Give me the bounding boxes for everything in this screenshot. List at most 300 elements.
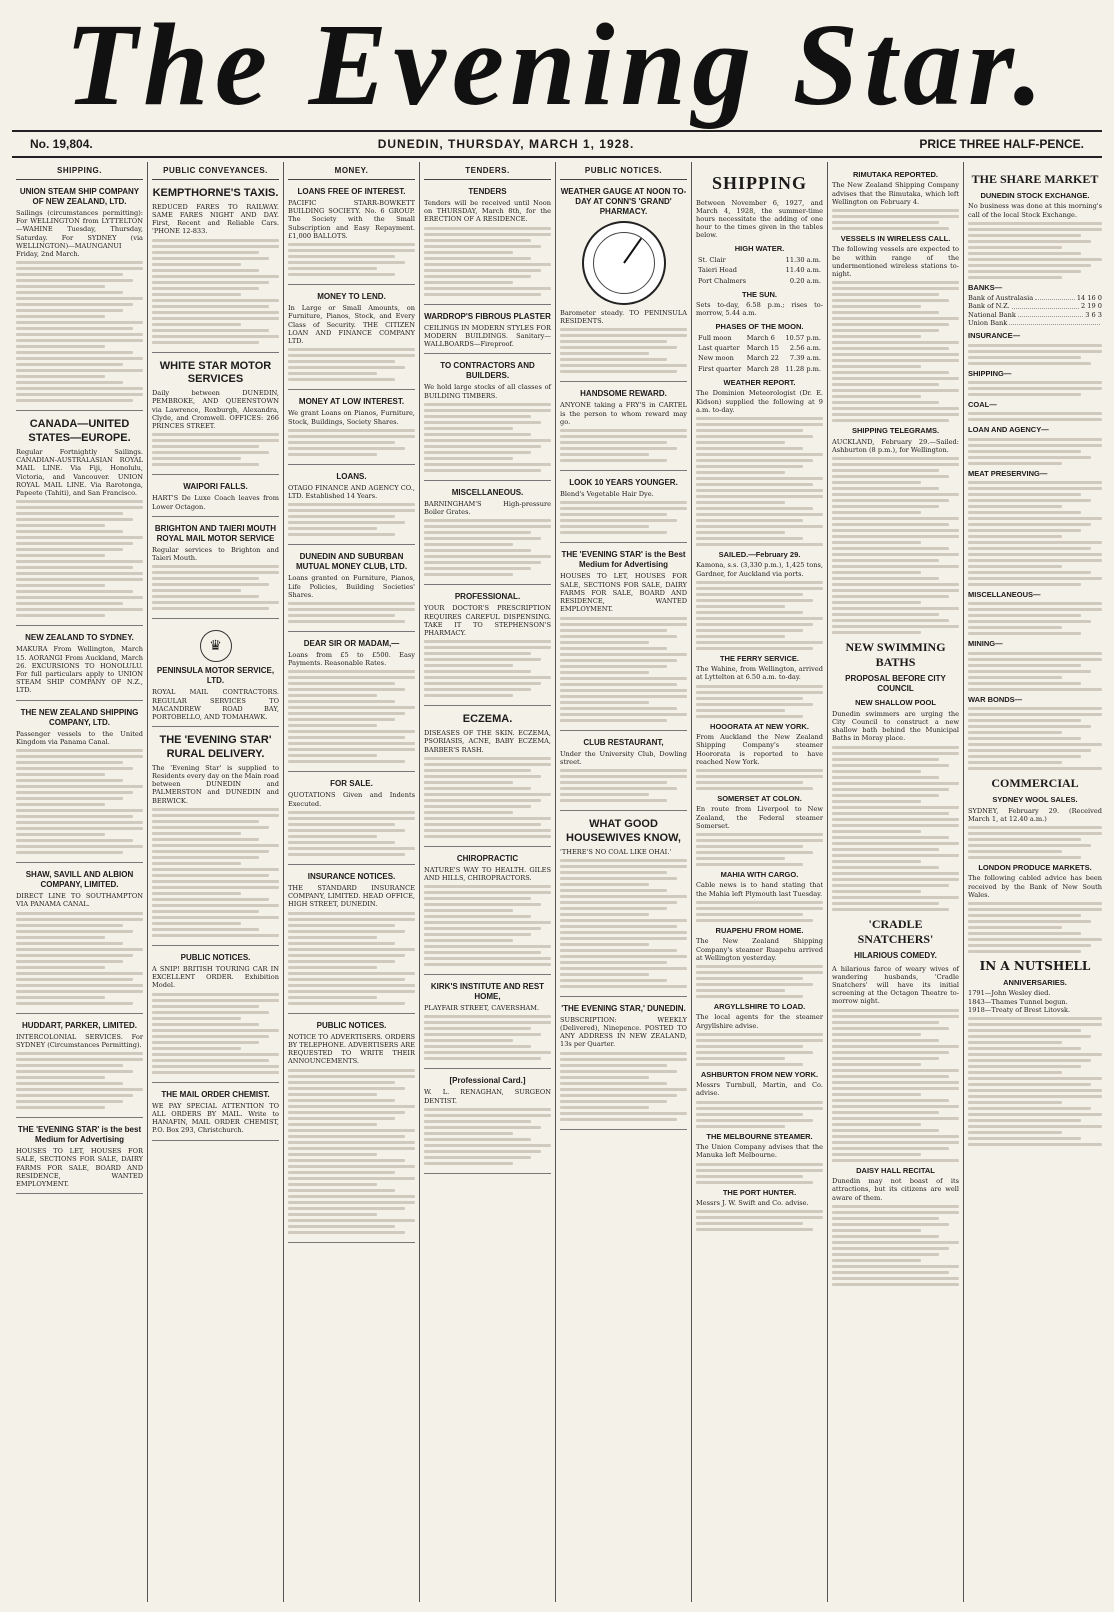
phase: First quarter [698, 364, 742, 373]
ad-block [16, 630, 143, 700]
text-filler [832, 1009, 959, 1162]
ad-body: PACIFIC STARR-BOWKETT BUILDING SOCIETY. No. 6 GROUP. The Society with the Small Subscription and Easy Repayment. £1,000 BALLOTS. [288, 199, 415, 240]
column-heading: PUBLIC CONVEYANCES. [152, 166, 279, 180]
news-body: The local agents for the steamer Argyllshire advise. [696, 1013, 823, 1030]
table-row [968, 302, 1102, 310]
ad-block [288, 469, 415, 545]
ad-body: Loans from £5 to £500. Easy Payments. Reasonable Rates. [288, 650, 415, 668]
ad-block [424, 309, 551, 355]
ad-title: SHAW, SAVILL AND ALBION COMPANY, LIMITED. [25, 870, 134, 890]
category-label: LOAN AND AGENCY— [968, 425, 1049, 435]
ad-block [152, 731, 279, 946]
ad-body: MAKURA From Wellington, March 15. AORANGI From Auckland, March 26. EXCURSIONS TO HONOLULU. For full particulars apply to UNION STEAM SHIP COMPANY OF N.Z., LTD. [16, 645, 143, 695]
ad-body: WE PAY SPECIAL ATTENTION TO ALL ORDERS BY MAIL. Write to HANAFIN, MAIL ORDER CHEMIST, P.O. Box 293, Christchurch. [152, 1101, 279, 1135]
table-row [696, 276, 823, 286]
column-shipping-news [692, 162, 828, 1602]
text-filler [696, 965, 823, 998]
ad-title: WEATHER GAUGE AT NOON TO-DAY AT CONN'S 'GRAND' PHARMACY. [560, 187, 687, 216]
text-filler [968, 602, 1102, 635]
news-body: Cable news is to hand stating that the Mahia left Plymouth last Tuesday. [696, 881, 823, 898]
ad-title: ECZEMA. [462, 713, 513, 726]
ad-title: LOANS FREE OF INTEREST. [297, 187, 406, 196]
ad-block [288, 394, 415, 464]
ad-block [16, 705, 143, 863]
news-heading: ARGYLLSHIRE TO LOAD. [713, 1001, 806, 1011]
column-money [284, 162, 420, 1602]
news-body: AUCKLAND, February 29.—Sailed: Ashburton (8 p.m.), for Wellington. [832, 437, 959, 454]
share-intro: No business was done at this morning's call of the local Stock Exchange. [968, 202, 1102, 219]
ad-body: HOUSES TO LET, HOUSES FOR SALE, SECTIONS FOR SALE, DAIRY FARMS FOR SALE, BOARD AND RESIDENCE, WANTED EMPLOYMENT. [16, 1147, 143, 1189]
ad-title: WAIPORI FALLS. [183, 482, 248, 492]
ad-block [152, 184, 279, 353]
stock-price: 14 16 0 [1076, 294, 1102, 303]
place: Port Chalmers [698, 276, 747, 285]
ad-body: INTERCOLONIAL SERVICES. For SYDNEY (Circumstances Permitting). [16, 1032, 143, 1049]
ad-block [288, 776, 415, 864]
text-filler [16, 500, 143, 617]
news-body: Kamona, s.s. (3,330 p.m.), 1,425 tons, Gardner, for Auckland via ports. [696, 561, 823, 578]
produce-heading: LONDON PRODUCE MARKETS. [978, 863, 1092, 872]
ad-body: Regular services to Brighton and Taieri Mouth. [152, 545, 279, 563]
text-filler [288, 912, 415, 1005]
anniversaries-heading: ANNIVERSARIES. [1003, 978, 1067, 988]
price: PRICE THREE HALF-PENCE. [919, 137, 1084, 151]
text-filler [696, 685, 823, 718]
news-heading: HOOORATA AT NEW YORK. [710, 721, 809, 731]
section-heading: SHIPPING [711, 173, 807, 193]
ad-title: HANDSOME REWARD. [580, 389, 667, 399]
text-filler [968, 222, 1102, 279]
news-heading: RIMUTAKA REPORTED. [853, 170, 938, 179]
ad-title: LOANS. [336, 471, 367, 481]
column-heading: MONEY. [288, 166, 415, 180]
ad-title: [Professional Card.] [449, 1076, 526, 1086]
ad-title: MONEY TO LEND. [317, 292, 386, 302]
news-body: The New Zealand Shipping Company advises that the Rimutaka, which left Wellington on February 4. [832, 181, 959, 206]
ad-body: We hold large stocks of all classes of BUILDING TIMBERS. [424, 383, 551, 400]
stock-name: Bank of Australasia [968, 294, 1034, 303]
text-filler [696, 901, 823, 922]
text-filler [968, 438, 1102, 465]
time: 0.20 a.m. [789, 276, 821, 285]
newspaper-title: The Evening Star. [65, 0, 1049, 130]
ad-body: NATURE'S WAY TO HEALTH. GILES AND HILLS, CHIROPRACTORS. [424, 865, 551, 882]
text-filler [696, 769, 823, 790]
baths-headline: NEW SWIMMING BATHS [845, 640, 946, 670]
anniversary-item: 1791—John Wesley died. [968, 989, 1051, 998]
ad-block [288, 636, 415, 772]
ad-title: THE 'EVENING STAR' is the Best Medium for Advertising [561, 550, 686, 570]
text-filler [832, 281, 959, 422]
ad-title: CHIROPRACTIC [456, 853, 519, 863]
ad-body: ROYAL MAIL CONTRACTORS. REGULAR SERVICES TO MACANDREW ROAD BAY, PORTOBELLO, AND TOMAHAWK. [152, 688, 279, 721]
sun-heading: THE SUN. [741, 289, 777, 299]
place: Taieri Head [698, 266, 737, 275]
ad-body: CEILINGS IN MODERN STYLES FOR MODERN BUILDINGS. Sanitary—WALLBOARDS—Fireproof. [424, 323, 551, 349]
ad-title: WARDROP'S FIBROUS PLASTER [424, 311, 551, 321]
ad-block [152, 950, 279, 1083]
ad-block [288, 289, 415, 390]
table-row [696, 265, 823, 275]
text-filler [424, 1015, 551, 1060]
ad-title: MONEY AT LOW INTEREST. [298, 397, 405, 407]
news-heading: MAHIA WITH CARGO. [720, 870, 799, 880]
time: 2.56 a.m. [789, 344, 821, 353]
ad-block [288, 549, 415, 632]
ad-body: OTAGO FINANCE AND AGENCY CO., LTD. Established 14 Years. [288, 483, 415, 501]
ad-block [424, 1073, 551, 1173]
news-body: The Union Company advises that the Manuka left Melbourne. [696, 1143, 823, 1160]
text-filler [16, 912, 143, 1005]
time: 11.28 p.m. [785, 364, 821, 373]
text-filler [696, 581, 823, 650]
stock-price: 3 6 3 [1085, 310, 1102, 319]
ad-title: WHAT GOOD HOUSEWIVES KNOW, [566, 818, 681, 844]
text-filler [288, 503, 415, 536]
produce-body: The following cabled advice has been received by the Bank of New South Wales. [968, 874, 1102, 899]
columns [12, 162, 1102, 1602]
column-public-conveyances [148, 162, 284, 1602]
ad-body: DISEASES OF THE SKIN. ECZEMA, PSORIASIS, ACNE, BABY ECZEMA, BARBER'S RASH. [424, 729, 551, 754]
text-filler [696, 1210, 823, 1231]
ad-title: PUBLIC NOTICES. [316, 1020, 387, 1030]
time: 10.57 p.m. [785, 333, 821, 342]
category-label: MISCELLANEOUS— [968, 590, 1041, 600]
text-filler [968, 1017, 1102, 1146]
ad-body: SUBSCRIPTION: WEEKLY (Delivered), Ninepence. POSTED TO ANY ADDRESS IN NEW ZEALAND, 13s per Quarter. [560, 1015, 687, 1049]
news-heading: THE FERRY SERVICE. [719, 653, 800, 663]
text-filler [424, 519, 551, 576]
date: March 6 [746, 333, 775, 342]
ad-block [424, 358, 551, 480]
text-filler [424, 757, 551, 838]
ad-block [560, 815, 687, 997]
baths-kicker: NEW SHALLOW POOL [855, 698, 936, 708]
text-filler [832, 209, 959, 230]
ad-body: The 'Evening Star' is supplied to Residents every day on the Main road between DUNEDIN and PALMERSTON and DUNEDIN and BERWICK. [152, 763, 279, 805]
news-body: The New Zealand Shipping Company's steamer Ruapehu arrived at Wellington yesterday. [696, 937, 823, 962]
column-heading: TENDERS. [424, 166, 551, 180]
text-filler [560, 769, 687, 802]
ad-body: In Large or Small Amounts, on Furniture, Pianos, Stock, and Every Class of Security. THE CITIZEN LOAN AND FINANCE COMPANY LTD. [288, 304, 415, 346]
ad-block [560, 735, 687, 811]
ad-title: PUBLIC NOTICES. [180, 952, 251, 962]
wool-heading: SYDNEY WOOL SALES. [992, 795, 1078, 805]
ad-body: DIRECT LINE TO SOUTHAMPTON VIA PANAMA CANAL. [16, 892, 143, 909]
column-heading: PUBLIC NOTICES. [560, 166, 687, 180]
high-water-table [696, 255, 823, 286]
ad-body: 'THERE'S NO COAL LIKE OHAI.' [560, 847, 672, 856]
share-market-subheading: DUNEDIN STOCK EXCHANGE. [980, 191, 1090, 200]
column-news [828, 162, 964, 1602]
column-public-notices [556, 162, 692, 1602]
text-filler [424, 885, 551, 966]
category-label: MINING— [968, 639, 1003, 649]
intro-text: Between November 6, 1927, and March 4, 1928, the summer-time hours necessitate the adding of one hour to the times given in the tables below. [696, 198, 823, 240]
news-heading: SOMERSET AT COLON. [717, 793, 802, 803]
text-filler [424, 227, 551, 296]
text-filler [832, 1205, 959, 1286]
royal-crest-icon: ♛ [200, 630, 232, 662]
ad-body: REDUCED FARES TO RAILWAY. SAME FARES NIGHT AND DAY. First, Recent and Reliable Cars. 'PHONE 12-833. [152, 202, 279, 236]
ad-title: INSURANCE NOTICES. [307, 871, 396, 881]
text-filler [968, 412, 1102, 421]
text-filler [424, 640, 551, 697]
ad-body: Daily between DUNEDIN, PEMBROKE, AND QUEENSTOWN via Lawrence, Roxburgh, Alexandra, Clyde, and Cromwell. OFFICES: 266 PRINCES STREET. [152, 389, 279, 431]
category-label: MEAT PRESERVING— [968, 468, 1048, 478]
news-body: Messrs J. W. Swift and Co. advise. [696, 1198, 809, 1207]
ad-title: KEMPTHORNE'S TAXIS. [152, 187, 279, 199]
ad-block [288, 184, 415, 285]
ad-title: BRIGHTON AND TAIERI MOUTH ROYAL MAIL MOTOR SERVICE [154, 523, 277, 543]
text-filler [288, 243, 415, 276]
column-tenders [420, 162, 556, 1602]
table-row [968, 319, 1102, 327]
text-filler [968, 826, 1102, 859]
date: March 22 [746, 354, 779, 363]
comedy-body: A hilarious farce of weary wives of wandering husbands, 'Cradle Snatchers' will have its initial screening at the Octagon Theatre to-morrow night. [832, 964, 959, 1006]
table-row [696, 364, 823, 374]
news-body: The following vessels are expected to be within range of the undermentioned wireless stations to-night. [832, 245, 959, 279]
news-body: Messrs Turnbull, Martin, and Co. advise. [696, 1081, 823, 1098]
time: 11.30 a.m. [785, 256, 821, 265]
dateline [12, 130, 1102, 158]
news-heading: RUAPEHU FROM HOME. [715, 925, 804, 935]
text-filler [288, 348, 415, 381]
ad-body: YOUR DOCTOR'S PRESCRIPTION REQUIRES CAREFUL DISPENSING. TAKE IT TO STEPHENSON'S PHARMACY. [424, 604, 551, 638]
ad-title: FOR SALE. [330, 779, 373, 789]
daisy-body: Dunedin may not boast of its attractions, but its citizens are well aware of them. [832, 1177, 959, 1202]
anniversary-item: 1843—Thames Tunnel begun. [968, 997, 1068, 1006]
ad-title: LOOK 10 YEARS YOUNGER. [569, 478, 678, 488]
ad-block [424, 851, 551, 975]
text-filler [152, 808, 279, 937]
ad-title: HUDDART, PARKER, LIMITED. [22, 1020, 137, 1030]
ad-block [16, 1122, 143, 1194]
text-filler [288, 429, 415, 456]
table-row [696, 353, 823, 363]
comedy-subhead: HILARIOUS COMEDY. [854, 950, 937, 960]
category-label: WAR BONDS— [968, 694, 1023, 704]
ad-body: QUOTATIONS Given and Indents Executed. [288, 791, 415, 808]
column-share-market [964, 162, 1106, 1602]
ad-title: CLUB RESTAURANT, [583, 737, 664, 747]
ad-block [152, 623, 279, 727]
ad-body: Sailings (circumstances permitting): For WELLINGTON from LYTTELTON—WAHINE Tuesday, Thursday, Saturday. For SYDNEY (via WELLINGTON)—MAUNGANUI Friday, 2nd March. [16, 209, 143, 259]
wool-body: SYDNEY, February 29. (Received March 1, at 12.40 a.m.) [968, 806, 1102, 823]
text-filler [560, 429, 687, 462]
ad-body: HART'S De Luxe Coach leaves from Lower Octagon. [152, 494, 279, 511]
ad-block [288, 1018, 415, 1243]
text-filler [288, 670, 415, 763]
ad-body: BARNINGHAM'S High-pressure Boiler Grates. [424, 499, 551, 517]
text-filler [832, 746, 959, 911]
table-row [968, 294, 1102, 302]
date: March 15 [746, 344, 779, 353]
ad-title: 'THE EVENING STAR,' DUNEDIN. [561, 1003, 686, 1013]
text-filler [560, 328, 687, 373]
text-filler [696, 1101, 823, 1128]
moon-heading: PHASES OF THE MOON. [715, 321, 804, 331]
ad-block [16, 1018, 143, 1118]
ad-block [424, 979, 551, 1069]
commercial-heading: COMMERCIAL [991, 776, 1079, 791]
ad-title: TENDERS [468, 187, 507, 196]
phase: Full moon [698, 333, 732, 342]
ad-block [152, 479, 279, 516]
text-filler [288, 602, 415, 623]
ad-title: THE 'EVENING STAR' is the best Medium for Advertising [17, 1125, 142, 1145]
table-row [696, 255, 823, 265]
news-heading: VESSELS IN WIRELESS CALL. [840, 234, 951, 244]
ad-block [288, 869, 415, 1014]
ad-block [424, 710, 551, 846]
stock-name: Bank of N.Z. [968, 302, 1010, 311]
ad-block [424, 589, 551, 706]
text-filler [832, 457, 959, 634]
stock-name: National Bank [968, 310, 1016, 319]
high-water-heading: HIGH WATER. [734, 243, 785, 253]
ad-body: Passenger vessels to the United Kingdom via Panama Canal. [16, 729, 143, 746]
ad-body: W. L. RENAGHAN, SURGEON DENTIST. [424, 1088, 551, 1105]
text-filler [424, 1108, 551, 1165]
ad-title: UNION STEAM SHIP COMPANY OF NEW ZEALAND, LTD. [19, 187, 140, 206]
date: March 28 [746, 364, 779, 373]
ad-block [560, 547, 687, 730]
place: St. Clair [698, 256, 726, 265]
ad-block [424, 184, 551, 305]
time: 7.39 a.m. [789, 354, 821, 363]
text-filler [968, 707, 1102, 770]
ad-block [16, 867, 143, 1013]
category-label: SHIPPING— [968, 368, 1012, 378]
text-filler [560, 859, 687, 988]
ad-body: Tenders will be received until Noon on THURSDAY, March 8th, for the ERECTION OF A RESIDENCE. [424, 199, 551, 224]
ad-title: DEAR SIR OR MADAM,— [303, 638, 400, 648]
ad-title: TO CONTRACTORS AND BUILDERS. [440, 361, 535, 381]
ad-title: THE NEW ZEALAND SHIPPING COMPANY, LTD. [20, 707, 139, 727]
text-filler [560, 1052, 687, 1121]
weather-text: The Dominion Meteorologist (Dr. E. Kidson) supplied the following at 9 a.m. to-day. [696, 389, 823, 414]
ad-block [560, 475, 687, 543]
ad-body: NOTICE TO ADVERTISERS. ORDERS BY TELEPHONE. ADVERTISERS ARE REQUESTED TO WRITE THEIR ANNOUNCEMENTS. [288, 1032, 415, 1066]
news-body: En route from Liverpool to New Zealand, the Federal steamer Somerset. [696, 805, 823, 830]
category-label: COAL— [968, 399, 997, 409]
text-filler [16, 749, 143, 854]
ad-title: NEW ZEALAND TO SYDNEY. [25, 633, 134, 643]
nutshell-heading: IN A NUTSHELL [979, 959, 1091, 974]
ad-body: A SNIP! BRITISH TOURING CAR IN EXCELLENT ORDER. Exhibition Model. [152, 964, 279, 990]
text-filler [968, 902, 1102, 953]
ad-title: KIRK'S INSTITUTE AND REST HOME, [430, 982, 545, 1002]
stock-name: Union Bank [968, 318, 1008, 327]
news-heading: SAILED.—February 29. [718, 549, 801, 559]
ad-body: ANYONE taking a FRY'S in CARTEL is the person to whom reward may go. [560, 401, 687, 426]
news-heading: THE MELBOURNE STEAMER. [706, 1131, 813, 1141]
share-market-heading: THE SHARE MARKET [971, 172, 1099, 186]
text-filler [16, 261, 143, 402]
ad-block [152, 521, 279, 619]
text-filler [696, 417, 823, 546]
news-heading: ASHBURTON FROM NEW YORK. [700, 1069, 819, 1079]
ad-title: THE MAIL ORDER CHEMIST. [161, 1089, 270, 1099]
phase: Last quarter [698, 344, 740, 353]
moon-phase-table [696, 333, 823, 374]
comedy-headline: 'CRADLE SNATCHERS' [857, 916, 934, 946]
table-row [696, 333, 823, 343]
text-filler [696, 1033, 823, 1066]
masthead [12, 0, 1102, 130]
ad-body: Loans granted on Furniture, Pianos, Life Policies, Building Societies' Shares. [288, 574, 415, 599]
ad-block [16, 184, 143, 411]
ad-block [16, 415, 143, 626]
table-row [968, 311, 1102, 319]
column-shipping [12, 162, 148, 1602]
ad-body: THE STANDARD INSURANCE COMPANY, LIMITED. HEAD OFFICE, HIGH STREET, DUNEDIN. [288, 883, 415, 909]
ad-block [152, 357, 279, 476]
ad-title: PROFESSIONAL. [454, 592, 521, 602]
ad-title: THE 'EVENING STAR' RURAL DELIVERY. [159, 734, 272, 760]
text-filler [968, 652, 1102, 691]
ad-body: Barometer steady. TO PENINSULA RESIDENTS. [560, 309, 687, 326]
text-filler [152, 239, 279, 344]
text-filler [968, 481, 1102, 586]
weather-heading: WEATHER REPORT. [723, 377, 796, 387]
text-filler [152, 565, 279, 610]
text-filler [152, 433, 279, 466]
news-heading: SHIPPING TELEGRAMS. [851, 426, 940, 436]
baths-body: Dunedin swimmers are urging the City Council to construct a new shallow bath behind the Municipal Baths in Moray place. [832, 709, 959, 743]
news-heading: THE PORT HUNTER. [722, 1187, 797, 1197]
text-filler [16, 1052, 143, 1109]
place-date: DUNEDIN, THURSDAY, MARCH 1, 1928. [377, 137, 635, 151]
stock-price: 2 19 0 [1081, 302, 1102, 311]
sun-text: Sets to-day, 6.58 p.m.; rises to-morrow, 5.44 a.m. [696, 301, 823, 318]
ad-title: WHITE STAR MOTOR SERVICES [159, 359, 272, 386]
ad-body: Blend's Vegetable Hair Dye. [560, 490, 654, 499]
text-filler [152, 993, 279, 1074]
ad-block [560, 386, 687, 471]
ad-block [560, 184, 687, 382]
text-filler [696, 1163, 823, 1184]
ad-title: MISCELLANEOUS. [451, 487, 524, 497]
ad-body: Under the University Club, Dowling street. [560, 749, 687, 766]
ad-block [560, 1001, 687, 1130]
ad-body: HOUSES TO LET, HOUSES FOR SALE, SECTIONS FOR SALE, DAIRY FARMS FOR SALE, BOARD AND RESIDENCE, WANTED EMPLOYMENT. [560, 572, 687, 614]
text-filler [424, 403, 551, 472]
ad-body: Regular Fortnightly Sailings. CANADIAN-AUSTRALASIAN ROYAL MAIL LINE. Via Fiji, Honolulu, Victoria, and Vancouver. UNION ROYAL MAIL LINE. Via Rarotonga, Papeete (Tahiti), and San Francisco. [16, 447, 143, 498]
text-filler [968, 344, 1102, 365]
ad-body: We grant Loans on Pianos, Furniture, Stock, Buildings, Society Shares. [288, 409, 415, 426]
time: 11.40 a.m. [785, 266, 821, 275]
ad-title: DUNEDIN AND SUBURBAN MUTUAL MONEY CLUB, LTD. [295, 552, 408, 572]
ad-block [424, 485, 551, 585]
table-row [696, 343, 823, 353]
ad-block [152, 1087, 279, 1141]
ad-body: PLAYFAIR STREET, CAVERSHAM. [424, 1004, 540, 1013]
phase: New moon [698, 354, 734, 363]
category-label: INSURANCE— [968, 331, 1021, 341]
daisy-headline: DAISY HALL RECITAL [856, 1165, 935, 1175]
ad-title: PENINSULA MOTOR SERVICE, LTD. [156, 666, 275, 686]
text-filler [696, 833, 823, 866]
category-label: BANKS— [968, 282, 1003, 292]
text-filler [288, 811, 415, 856]
ad-title: CANADA—UNITED STATES—EUROPE. [28, 418, 131, 445]
news-body: The Wahine, from Wellington, arrived at Lyttelton at 6.50 a.m. to-day. [696, 665, 823, 682]
column-heading: SHIPPING. [16, 166, 143, 180]
anniversary-item: 1918—Treaty of Brest Litovsk. [968, 1005, 1071, 1014]
